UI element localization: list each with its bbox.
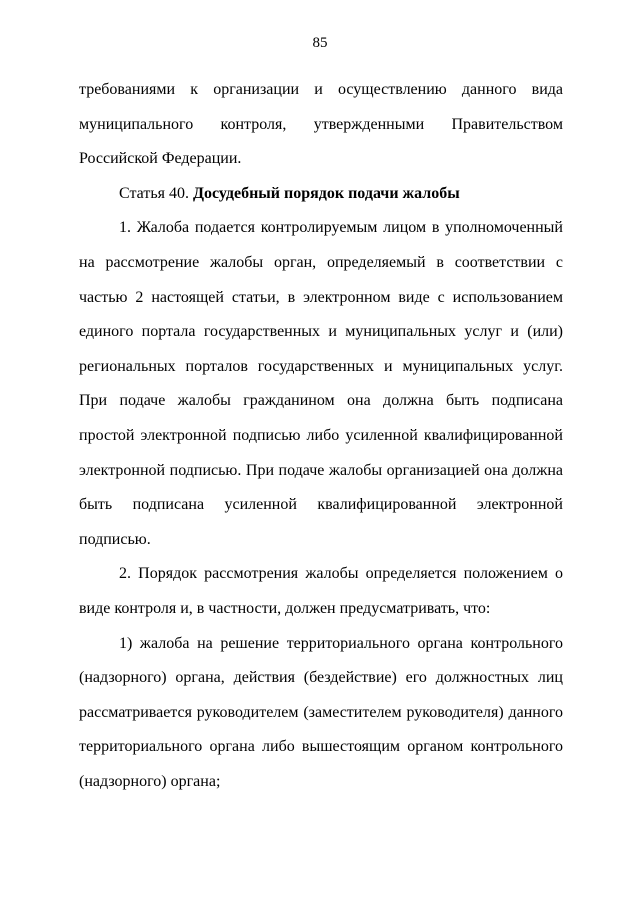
paragraph-2: 2. Порядок рассмотрения жалобы определяется положением о виде контроля и, в частности, должен предусматривать, что: [79, 565, 563, 617]
paragraph-continuation: требованиями к организации и осуществлению данного вида муниципального контроля, утвержденными Правительством Российской Федерации. [79, 81, 563, 168]
article-title: Досудебный порядок подачи жалобы [192, 184, 460, 202]
document-body [79, 73, 563, 799]
paragraph-1: 1. Жалоба подается контролируемым лицом в уполномоченный на рассмотрение жалобы орган, определяемый в соответствии с частью 2 настоящей статьи, в электронном виде с использованием единого портала государственных и муниципальных услуг и (или) региональных порталов государственных и муниципальных услуг. При подаче жалобы гражданином она должна быть подписана простой электронной подписью либо усиленной квалифицированной электронной подписью. При подаче жалобы организацией она должна быть подписана усиленной квалифицированной электронной подписью. [79, 219, 563, 548]
paragraph-2-item-1: 1) жалоба на решение территориального органа контрольного (надзорного) органа, действия (бездействие) его должностных лиц рассматривается руководителем (заместителем руководителя) данного территориального органа либо вышестоящим органом контрольного (надзорного) органа; [79, 634, 563, 790]
article-heading [79, 177, 563, 212]
page-number: 85 [312, 35, 328, 51]
article-label: Статья 40. [119, 184, 189, 202]
